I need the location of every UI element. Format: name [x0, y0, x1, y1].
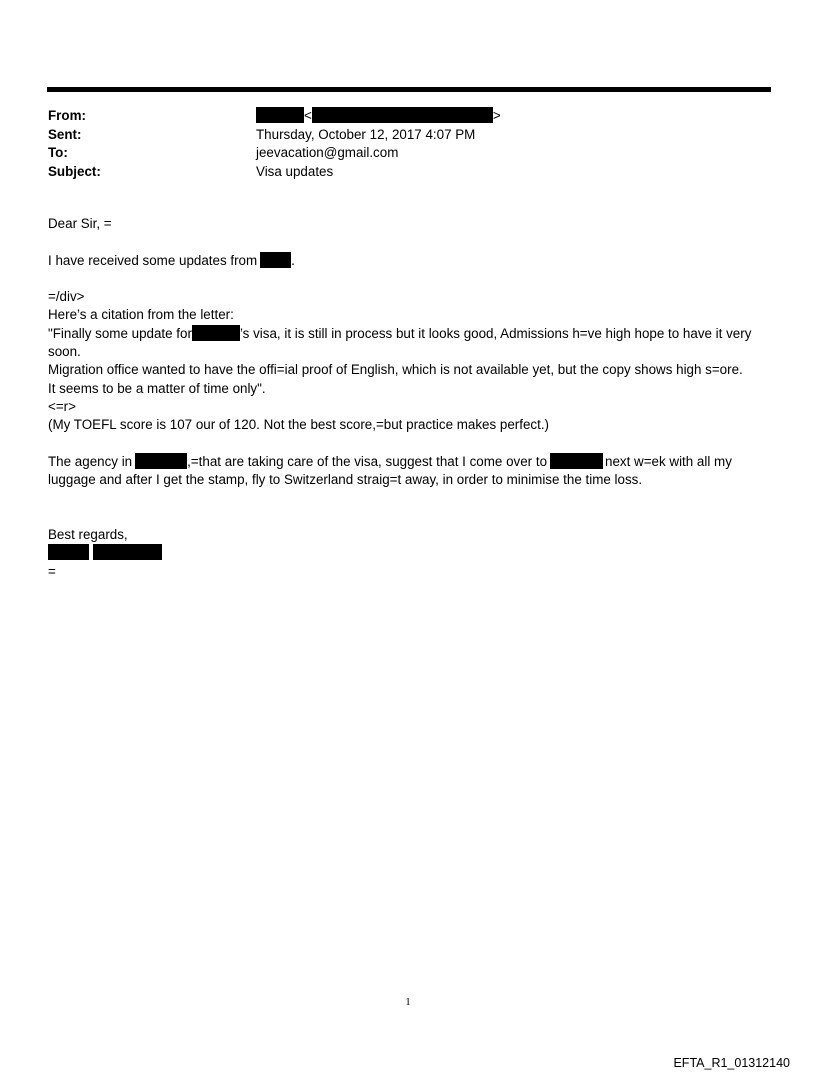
subject-row — [48, 163, 501, 182]
bates-number: EFTA_R1_01312140 — [673, 1056, 790, 1070]
citation-intro: Here’s a citation from the letter: — [48, 307, 234, 323]
div-artifact: =/div> — [48, 289, 85, 305]
email-header — [48, 107, 501, 181]
header-rule — [47, 87, 771, 92]
sent-label: Sent: — [48, 126, 82, 142]
redaction-block — [550, 453, 603, 469]
subject-value: Visa updates — [256, 163, 334, 179]
sent-value: Thursday, October 12, 2017 4:07 PM — [256, 126, 476, 142]
from-value — [256, 107, 501, 126]
redaction-block — [256, 107, 304, 123]
sent-row — [48, 126, 501, 145]
redaction-block — [135, 453, 187, 469]
received-line: I have received some updates from . — [48, 252, 295, 268]
agency-line-end: luggage and after I get the stamp, fly to Switzerland straig=t away, in order to minimise the time loss. — [48, 472, 643, 488]
redaction-block — [260, 252, 291, 268]
closing: Best regards, — [48, 527, 128, 543]
quote-line: "Finally some update for ’s visa, it is still in process but it looks good, Admissions h=ve high hope to have it very — [48, 325, 752, 341]
page-number: 1 — [405, 996, 411, 1008]
subject-label: Subject: — [48, 163, 101, 179]
toefl-line: (My TOEFL score is 107 our of 120. Not the best score,=but practice makes perfect.) — [48, 417, 550, 433]
email-body — [48, 215, 768, 581]
redaction-block — [48, 544, 89, 560]
to-row — [48, 144, 501, 163]
quote-line-end: soon. — [48, 344, 81, 360]
from-lt: < — [304, 108, 312, 123]
migration-line: Migration office wanted to have the offi=ial proof of English, which is not available yet, but the copy shows high s=ore. — [48, 362, 743, 378]
redaction-block — [192, 325, 240, 341]
to-value: jeevacation@gmail.com — [256, 145, 399, 160]
redaction-block — [312, 107, 493, 123]
migration-line-end: It seems to be a matter of time only". — [48, 380, 266, 396]
agency-line: The agency in ,=that are taking care of the visa, suggest that I come over to next w=ek with all my — [48, 453, 732, 469]
br-artifact: <=r> — [48, 398, 76, 414]
from-gt: > — [492, 108, 501, 123]
signature — [48, 544, 768, 562]
from-label: From: — [48, 108, 86, 123]
redaction-block — [93, 544, 162, 560]
from-row — [48, 107, 501, 126]
trailing-artifact: = — [48, 563, 56, 579]
greeting: Dear Sir, = — [48, 216, 112, 231]
to-label: To: — [48, 145, 68, 160]
